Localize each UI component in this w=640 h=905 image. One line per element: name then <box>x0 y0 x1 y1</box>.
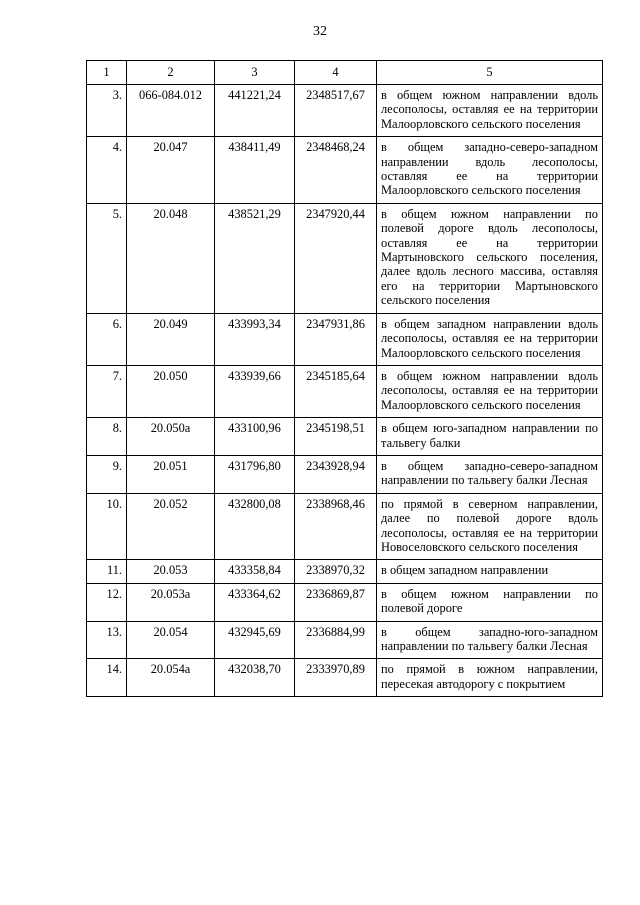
page-number: 32 <box>313 24 327 39</box>
column-header-2: 2 <box>127 61 215 85</box>
coordinate-y-cell: 2333970,89 <box>295 659 377 697</box>
boundary-description-cell: в общем западно-северо-западном направлении вдоль лесополосы, оставляя ее на территории Малоорловского сельского поселения <box>377 137 603 204</box>
point-number-cell: 8. <box>87 418 127 456</box>
table-row <box>87 455 603 493</box>
coordinate-y-cell: 2338970,32 <box>295 560 377 583</box>
boundary-description-cell: в общем западном направлении вдоль лесополосы, оставляя ее на территории Малоорловского сельского поселения <box>377 313 603 365</box>
point-number-cell: 6. <box>87 313 127 365</box>
table-row <box>87 418 603 456</box>
coordinate-y-cell: 2336884,99 <box>295 621 377 659</box>
boundary-table <box>86 60 603 697</box>
coordinate-y-cell: 2336869,87 <box>295 583 377 621</box>
boundary-description-cell: в общем южном направлении вдоль лесополосы, оставляя ее на территории Малоорловского сельского поселения <box>377 85 603 137</box>
point-code-cell: 20.049 <box>127 313 215 365</box>
point-number-cell: 13. <box>87 621 127 659</box>
coordinate-x-cell: 433993,34 <box>215 313 295 365</box>
table-row <box>87 365 603 417</box>
coordinate-y-cell: 2345185,64 <box>295 365 377 417</box>
coordinate-x-cell: 433364,62 <box>215 583 295 621</box>
boundary-description-cell: в общем южном направлении вдоль лесополосы, оставляя ее на территории Малоорловского сельского поселения <box>377 365 603 417</box>
column-header-4: 4 <box>295 61 377 85</box>
boundary-description-cell: в общем южном направлении по полевой дороге <box>377 583 603 621</box>
coordinate-x-cell: 432800,08 <box>215 493 295 560</box>
point-code-cell: 20.053а <box>127 583 215 621</box>
point-number-cell: 4. <box>87 137 127 204</box>
point-code-cell: 20.054а <box>127 659 215 697</box>
table-row <box>87 621 603 659</box>
boundary-description-cell: в общем западно-северо-западном направлении по тальвегу балки Лесная <box>377 455 603 493</box>
table-row <box>87 137 603 204</box>
coordinate-y-cell: 2343928,94 <box>295 455 377 493</box>
point-number-cell: 9. <box>87 455 127 493</box>
table-row <box>87 583 603 621</box>
point-code-cell: 20.054 <box>127 621 215 659</box>
table-row <box>87 85 603 137</box>
point-number-cell: 7. <box>87 365 127 417</box>
point-code-cell: 20.051 <box>127 455 215 493</box>
table-row <box>87 203 603 313</box>
coordinate-y-cell: 2347920,44 <box>295 203 377 313</box>
table-header-row <box>87 61 603 85</box>
point-code-cell: 20.053 <box>127 560 215 583</box>
coordinate-x-cell: 438521,29 <box>215 203 295 313</box>
coordinate-y-cell: 2347931,86 <box>295 313 377 365</box>
point-number-cell: 11. <box>87 560 127 583</box>
point-number-cell: 10. <box>87 493 127 560</box>
coordinate-x-cell: 433358,84 <box>215 560 295 583</box>
point-number-cell: 3. <box>87 85 127 137</box>
column-header-3: 3 <box>215 61 295 85</box>
point-code-cell: 20.052 <box>127 493 215 560</box>
point-code-cell: 20.050а <box>127 418 215 456</box>
boundary-description-cell: в общем юго-западном направлении по тальвегу балки <box>377 418 603 456</box>
point-number-cell: 14. <box>87 659 127 697</box>
point-code-cell: 20.050 <box>127 365 215 417</box>
point-code-cell: 20.047 <box>127 137 215 204</box>
boundary-description-cell: в общем западно-юго-западном направлении по тальвегу балки Лесная <box>377 621 603 659</box>
table-row <box>87 560 603 583</box>
coordinate-x-cell: 438411,49 <box>215 137 295 204</box>
table-row <box>87 493 603 560</box>
coordinate-x-cell: 432945,69 <box>215 621 295 659</box>
point-code-cell: 066-084.012 <box>127 85 215 137</box>
coordinate-x-cell: 433939,66 <box>215 365 295 417</box>
coordinate-x-cell: 432038,70 <box>215 659 295 697</box>
coordinate-x-cell: 433100,96 <box>215 418 295 456</box>
boundary-description-cell: по прямой в северном направлении, далее по полевой дороге вдоль лесополосы, оставляя ее на территории Новоселовского сельского поселения <box>377 493 603 560</box>
point-number-cell: 5. <box>87 203 127 313</box>
point-code-cell: 20.048 <box>127 203 215 313</box>
column-header-1: 1 <box>87 61 127 85</box>
table-row <box>87 659 603 697</box>
coordinate-y-cell: 2338968,46 <box>295 493 377 560</box>
column-header-5: 5 <box>377 61 603 85</box>
coordinate-y-cell: 2348468,24 <box>295 137 377 204</box>
coordinate-y-cell: 2348517,67 <box>295 85 377 137</box>
coordinate-x-cell: 441221,24 <box>215 85 295 137</box>
table-row <box>87 313 603 365</box>
coordinate-y-cell: 2345198,51 <box>295 418 377 456</box>
boundary-description-cell: в общем южном направлении по полевой дороге вдоль лесополосы, оставляя ее на территории Мартыновского сельского поселения, далее вдоль лесного массива, оставляя его на территории Мартыновского сельского поселения <box>377 203 603 313</box>
boundary-description-cell: в общем западном направлении <box>377 560 603 583</box>
coordinate-x-cell: 431796,80 <box>215 455 295 493</box>
point-number-cell: 12. <box>87 583 127 621</box>
boundary-description-cell: по прямой в южном направлении, пересекая автодорогу с покрытием <box>377 659 603 697</box>
